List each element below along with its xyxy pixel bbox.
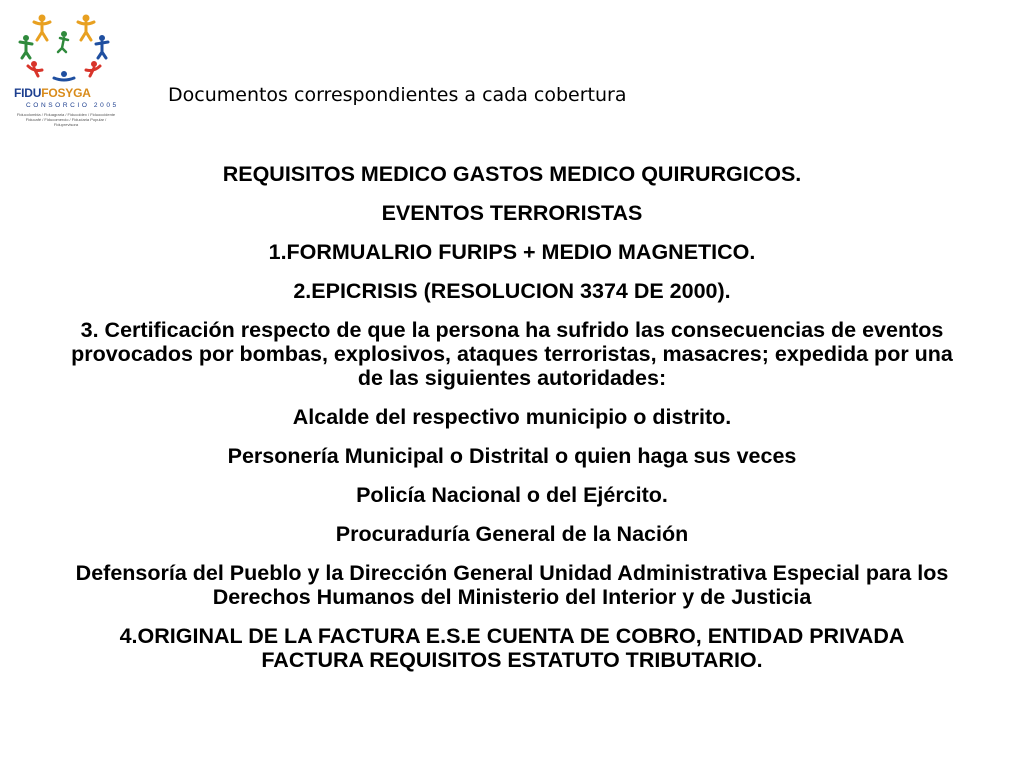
authority-item: Policía Nacional o del Ejército. <box>356 483 668 507</box>
people-ring-icon <box>12 8 116 88</box>
authority-item: Procuraduría General de la Nación <box>335 522 689 546</box>
authority-item: Alcalde del respectivo municipio o distrito. <box>292 405 732 429</box>
logo-fine-print <box>14 112 118 127</box>
events-heading: EVENTOS TERRORISTAS <box>381 201 643 225</box>
authority-item: Defensoría del Pueblo y la Dirección General Unidad Administrativa Especial para los Derechos Humanos del Ministerio del Interior y de Justicia <box>75 561 949 609</box>
logo-subtitle: CONSORCIO 2005 <box>26 102 119 109</box>
logo-fine-print-line: Fiducafé / Fiducomercio / Fiduciaria Popular / Fiduprevisora <box>25 117 107 127</box>
logo-name <box>14 86 118 100</box>
requirement-item: 1.FORMUALRIO FURIPS + MEDIO MAGNETICO. <box>268 240 756 264</box>
requirements-heading: REQUISITOS MEDICO GASTOS MEDICO QUIRURGICOS. <box>222 162 802 186</box>
authority-item: Personería Municipal o Distrital o quien haga sus veces <box>227 444 797 468</box>
page-title: Documentos correspondientes a cada cobertura <box>168 84 627 106</box>
requirement-item: 4.ORIGINAL DE LA FACTURA E.S.E CUENTA DE COBRO, ENTIDAD PRIVADA FACTURA REQUISITOS ESTATUTO TRIBUTARIO. <box>119 624 905 672</box>
logo-fine-print-line: Fiducolombia / Fiduagraria / Fiducoldex / Fiduoccidente <box>16 112 116 117</box>
fidufosyga-logo <box>12 8 119 128</box>
logo-name-part2: FOSYGA <box>41 86 91 100</box>
requirements-list <box>70 162 954 687</box>
logo-name-part1: FIDU <box>14 86 42 100</box>
requirement-item: 3. Certificación respecto de que la persona ha sufrido las consecuencias de eventos provocados por bombas, explosivos, ataques terroristas, masacres; expedida por una de las siguientes autoridades: <box>71 318 953 390</box>
requirement-item: 2.EPICRISIS (RESOLUCION 3374 DE 2000). <box>293 279 731 303</box>
